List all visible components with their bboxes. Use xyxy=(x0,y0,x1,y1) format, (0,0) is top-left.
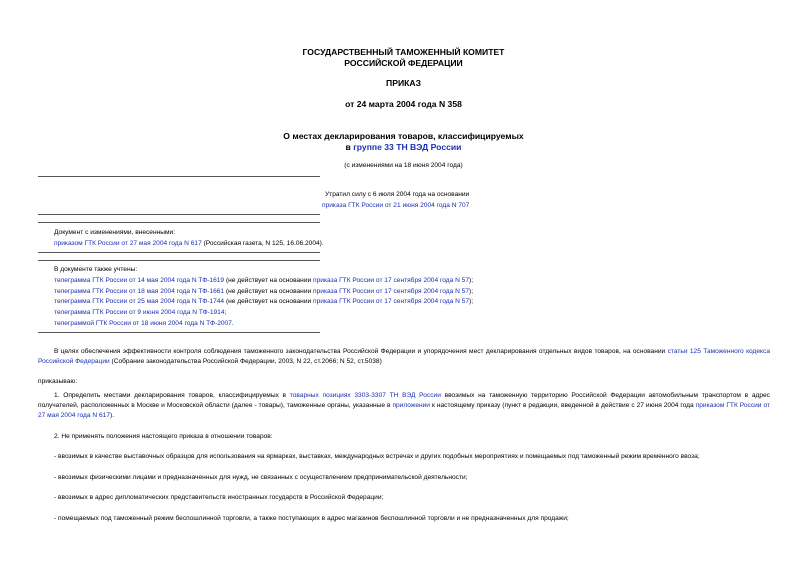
considered-item xyxy=(54,276,473,285)
divider xyxy=(38,332,320,333)
paragraph-item-2: 2. Не применять положения настоящего приказа в отношении товаров: xyxy=(54,433,273,440)
item-text: ; xyxy=(224,309,227,316)
item-text: (не действует на основании xyxy=(224,277,314,284)
changes-tail: (Российская газета, N 125, 16.06.2004). xyxy=(201,240,324,247)
telegram-link[interactable]: телеграмма ГТК России от 9 июня 2004 года N ТФ-1914 xyxy=(54,309,225,316)
item-end: ); xyxy=(469,288,474,295)
order-word: приказываю: xyxy=(38,378,78,385)
changes-link[interactable]: приказом ГТК России от 27 мая 2004 года N 617 xyxy=(54,240,202,247)
paragraph-exception-2: - ввозимых физическими лицами и предназначенных для нужд, не связанных с осуществлением предпринимательской деятельности; xyxy=(54,474,468,481)
item1-text-mid2: к настоящему приказу (пункт в редакции, введенной в действие с 27 июня 2004 года xyxy=(430,402,696,409)
considered-item xyxy=(54,297,473,306)
telegram-link[interactable]: телеграмма ГТК России от 18 мая 2004 года N ТФ-1661 xyxy=(54,288,225,295)
title-prefix: в xyxy=(345,142,354,152)
item1-text-mid: ввозимых на таможенную территорию Российской Федерации автомобильным транспортом в адрес получателей, расположенных в Москве и Московской области (далее - товары), таможенные органы, указанные в xyxy=(38,392,770,409)
preamble-text: В целях обеспечения эффективности контроля соблюдения таможенного законодательства Российской Федерации и упорядочения мест декларирования отдельных видов товаров, на основании xyxy=(54,348,668,355)
org-name-line1: ГОСУДАРСТВЕННЫЙ ТАМОЖЕННЫЙ КОМИТЕТ xyxy=(302,47,505,57)
item-text: (не действует на основании xyxy=(224,298,314,305)
paragraph-exception-1: - ввозимых в качестве выставочных образцов для использования на ярмарках, выставках, международных встречах и других подобных мероприятиях и помещаемых под таможенный режим временного ввоза; xyxy=(54,453,700,460)
changes-line xyxy=(54,239,324,248)
item-end: ); xyxy=(469,298,474,305)
paragraph-item-1 xyxy=(38,391,770,421)
order-link[interactable]: приказа ГТК России от 17 сентября 2004 года N 57 xyxy=(313,277,470,284)
item1-text: 1. Определить местами декларирования товаров, классифицируемых в xyxy=(54,392,290,399)
divider xyxy=(38,260,320,261)
divider xyxy=(38,176,320,177)
considered-heading: В документе также учтены: xyxy=(54,266,138,273)
paragraph-exception-3: - ввозимых в адрес дипломатических представительств иностранных государств в Российской Федерации; xyxy=(54,494,384,501)
status-link[interactable]: приказа ГТК России от 21 июня 2004 года N 707 xyxy=(322,202,470,209)
doc-type: ПРИКАЗ xyxy=(386,78,421,88)
divider xyxy=(38,222,320,223)
order-link[interactable]: приказа ГТК России от 17 сентября 2004 года N 57 xyxy=(313,288,470,295)
divider xyxy=(38,214,320,215)
item-text: . xyxy=(231,320,234,327)
telegram-link[interactable]: телеграмма ГТК России от 14 мая 2004 года N ТФ-1619 xyxy=(54,277,225,284)
considered-item xyxy=(54,287,473,296)
item-text: (не действует на основании xyxy=(224,288,314,295)
considered-item xyxy=(54,319,234,328)
considered-item xyxy=(54,308,226,317)
preamble-tail: (Собрание законодательства Российской Федерации, 2003, N 22, ст.2066; N 52, ст.5038) xyxy=(109,358,382,365)
title-group-link[interactable]: группе 33 ТН ВЭД России xyxy=(353,142,462,152)
item-end: ); xyxy=(469,277,474,284)
divider xyxy=(38,252,320,253)
tariff-positions-link[interactable]: товарных позициях 3303-3307 ТН ВЭД России xyxy=(289,392,441,399)
appendix-link[interactable]: приложении xyxy=(392,402,430,409)
item1-text-end: ). xyxy=(110,412,115,419)
doc-date: от 24 марта 2004 года N 358 xyxy=(345,99,462,109)
order-link[interactable]: приказа ГТК России от 17 сентября 2004 года N 57 xyxy=(313,298,470,305)
doc-title-line1: О местах декларирования товаров, классифицируемых xyxy=(283,131,524,141)
paragraph-preamble xyxy=(38,347,770,367)
doc-title-line2 xyxy=(0,142,807,153)
amendments-note: (с изменениями на 18 июня 2004 года) xyxy=(344,162,463,169)
telegram-link[interactable]: телеграммой ГТК России от 18 июня 2004 года N ТФ-2007 xyxy=(54,320,232,327)
org-name-line2: РОССИЙСКОЙ ФЕДЕРАЦИИ xyxy=(344,58,463,68)
amending-order-link[interactable]: приказом ГТК России от 27 мая 2004 года N 617 xyxy=(38,402,771,419)
status-line: Утратил силу с 6 июля 2004 года на основании xyxy=(325,191,470,198)
telegram-link[interactable]: телеграмма ГТК России от 25 мая 2004 года N ТФ-1744 xyxy=(54,298,225,305)
paragraph-exception-4: - помещаемых под таможенный режим беспошлинной торговли, а также поступающих в адрес магазинов беспошлинной торговли и не предназначенных для продажи; xyxy=(54,515,569,522)
code-article-link[interactable]: статьи 125 Таможенного кодекса Российской Федерации xyxy=(38,348,770,365)
changes-heading: Документ с изменениями, внесенными: xyxy=(54,229,176,236)
